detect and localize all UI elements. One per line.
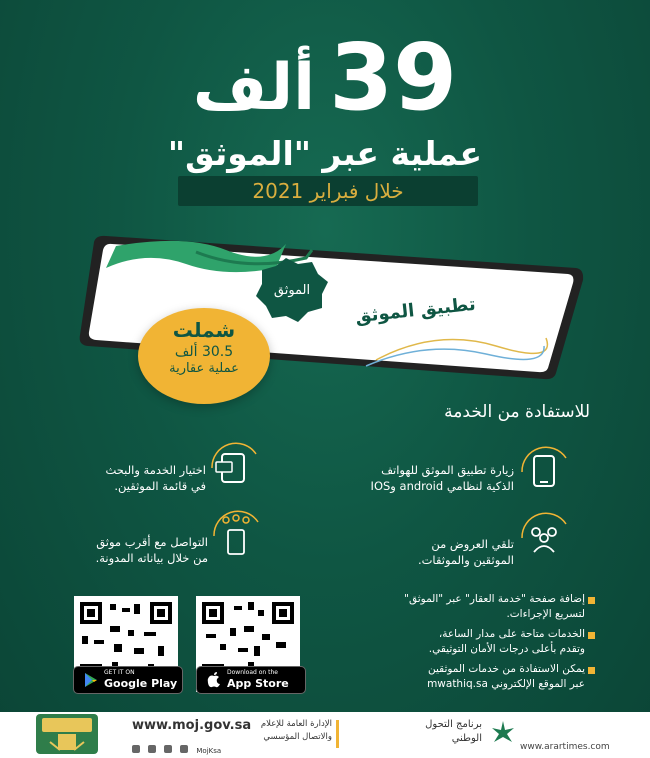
- stats-badge: [138, 308, 270, 404]
- headline-unit: ألف: [192, 51, 316, 125]
- apple-icon: [205, 671, 223, 689]
- feature-4-line2: من خلال بياناته المدونة.: [95, 551, 208, 565]
- feature-2-line2: في قائمة الموثقين.: [114, 479, 206, 493]
- feature-item-4: [60, 534, 208, 566]
- note-2-line2: وتقدم بأعلى درجات الأمان التوثيقي.: [428, 643, 585, 655]
- feature-1-line2: الذكية لنظامي android وIOS: [370, 479, 514, 493]
- app-store-small-text: Download on the: [227, 669, 278, 676]
- dept-line2: والاتصال المؤسسي: [263, 732, 332, 742]
- program-line1: برنامج التحول: [425, 719, 482, 730]
- feature-3-line2: الموثقين والموثقات.: [417, 553, 514, 567]
- google-play-button[interactable]: [73, 666, 183, 694]
- footer-divider: [336, 720, 339, 748]
- snapchat-icon[interactable]: [180, 745, 188, 753]
- feature-item-1: [300, 462, 514, 494]
- period-text: خلال فبراير 2021: [252, 179, 404, 203]
- phone-contact-icon: [208, 506, 264, 562]
- google-play-label: Google Play: [104, 677, 178, 690]
- feature-2-line1: اختيار الخدمة والبحث: [105, 463, 206, 477]
- badge-line1: شملت: [172, 318, 236, 342]
- ministry-logo-icon: [30, 708, 104, 756]
- note-2-line1: الخدمات متاحة على مدار الساعة،: [438, 628, 585, 640]
- feature-item-3: [340, 536, 514, 568]
- footer-department: [258, 718, 332, 744]
- social-icons: [132, 738, 221, 757]
- footer: [0, 712, 650, 758]
- app-store-button[interactable]: [196, 666, 306, 694]
- note-item-1: [340, 592, 585, 622]
- twitter-icon[interactable]: [132, 745, 140, 753]
- app-name-text: تطبيق الموثق: [354, 293, 477, 328]
- people-icon: [516, 508, 572, 564]
- note-bullet-1: [588, 597, 595, 604]
- smartphone-icon: [516, 442, 572, 498]
- headline-number: 39: [329, 24, 458, 131]
- note-bullet-3: [588, 667, 595, 674]
- note-3-line2: عبر الموقع الإلكتروني mwathiq.sa: [427, 678, 585, 690]
- feature-3-line1: تلقي العروض من: [431, 537, 514, 551]
- headline: [0, 24, 650, 131]
- note-item-2: [340, 627, 585, 657]
- google-play-icon: [82, 671, 100, 689]
- vision-logo-icon: [488, 718, 518, 748]
- watermark: www.arartimes.com: [520, 742, 610, 752]
- service-list-icon: [206, 438, 262, 494]
- badge-line2: 30.5 ألف: [174, 344, 234, 360]
- program-line2: الوطني: [451, 733, 482, 744]
- google-play-small-text: GET IT ON: [104, 669, 135, 676]
- feature-1-line1: زيارة تطبيق الموثق للهواتف: [381, 463, 514, 477]
- feature-4-line1: التواصل مع أقرب موثق: [96, 535, 208, 549]
- badge-line3: عملية عقارية: [169, 361, 239, 376]
- note-bullet-2: [588, 632, 595, 639]
- footer-program: [410, 718, 482, 746]
- instagram-icon[interactable]: [164, 745, 172, 753]
- note-1-line2: لتسريع الإجراءات.: [506, 608, 585, 620]
- benefits-title: للاستفادة من الخدمة: [444, 402, 590, 422]
- dept-line1: الإدارة العامة للإعلام: [260, 719, 332, 729]
- note-1-line1: إضافة صفحة "خدمة العقار" عبر "الموثق": [404, 593, 585, 605]
- feature-item-2: [70, 462, 206, 494]
- youtube-icon[interactable]: [148, 745, 156, 753]
- subtitle: عملية عبر "الموثق": [167, 134, 483, 173]
- footer-website[interactable]: www.moj.gov.sa: [132, 718, 252, 733]
- app-logo-text: الموثق: [273, 283, 311, 298]
- app-store-label: App Store: [227, 677, 289, 690]
- note-item-3: [340, 662, 585, 692]
- note-3-line1: يمكن الاستفادة من خدمات الموثقين: [427, 663, 585, 675]
- social-handle: MojKsa: [196, 747, 222, 755]
